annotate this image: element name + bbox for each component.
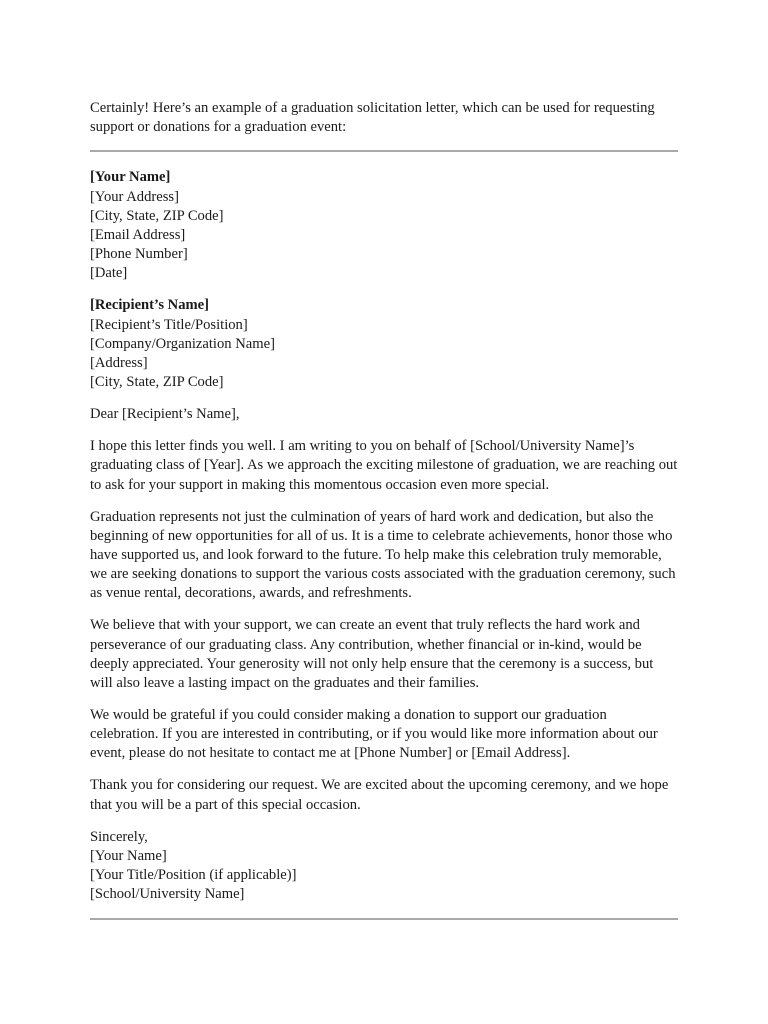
body-paragraph: Graduation represents not just the culmination of years of hard work and dedication, but also the beginning of new opportunities for all of us. It is a time to celebrate achievements, honor those who have supported us, and look forward to the future. To help make this celebration truly memorable, we are seeking donations to support the various costs associated with the graduation ceremony, such as venue rental, decorations, awards, and refreshments.: [90, 508, 676, 602]
sender-city-state-zip: [City, State, ZIP Code]: [90, 207, 224, 224]
bottom-divider: [90, 918, 678, 920]
body-paragraph: We believe that with your support, we can create an event that truly reflects the hard work and perseverance of our graduating class. Any contribution, whether financial or in-kind, would be deeply appreciated. Your generosity will not only help ensure that the ceremony is a success, but will also leave a lasting impact on the graduates and their families.: [90, 617, 654, 692]
intro-text: Certainly! Here’s an example of a graduation solicitation letter, which can be used for requesting support or donations for a graduation event:: [90, 100, 655, 136]
valediction: Sincerely,: [90, 828, 148, 845]
sender-email: [Email Address]: [90, 227, 186, 244]
recipient-address: [Address]: [90, 355, 148, 372]
closing-title: [Your Title/Position (if applicable)]: [90, 867, 297, 884]
recipient-title: [Recipient’s Title/Position]: [90, 316, 248, 333]
sender-address: [Your Address]: [90, 188, 179, 205]
recipient-city-state-zip: [City, State, ZIP Code]: [90, 374, 224, 391]
closing-block: [90, 828, 678, 905]
recipient-name: [Recipient’s Name]: [90, 297, 210, 314]
salutation: Dear [Recipient’s Name],: [90, 406, 240, 423]
body-paragraph: We would be grateful if you could consider making a donation to support our graduation celebration. If you are interested in contributing, or if you would like more information about our event, please do not hesitate to contact me at [Phone Number] or [Email Address].: [90, 707, 658, 762]
top-divider: [90, 150, 678, 152]
recipient-block: [90, 296, 678, 392]
recipient-company: [Company/Organization Name]: [90, 335, 275, 352]
body-paragraph: I hope this letter finds you well. I am writing to you on behalf of [School/University Name]’s graduating class of [Year]. As we approach the exciting milestone of graduation, we are reaching out to ask for your support in making this momentous occasion even more special.: [90, 438, 678, 493]
closing-school: [School/University Name]: [90, 886, 245, 903]
sender-block: [90, 168, 678, 283]
body-paragraph: Thank you for considering our request. We are excited about the upcoming ceremony, and we hope that you will be a part of this special occasion.: [90, 777, 669, 813]
sender-date: [Date]: [90, 265, 128, 282]
letter-page: [90, 99, 678, 920]
sender-name: [Your Name]: [90, 169, 171, 186]
closing-name: [Your Name]: [90, 847, 167, 864]
sender-phone: [Phone Number]: [90, 246, 188, 263]
